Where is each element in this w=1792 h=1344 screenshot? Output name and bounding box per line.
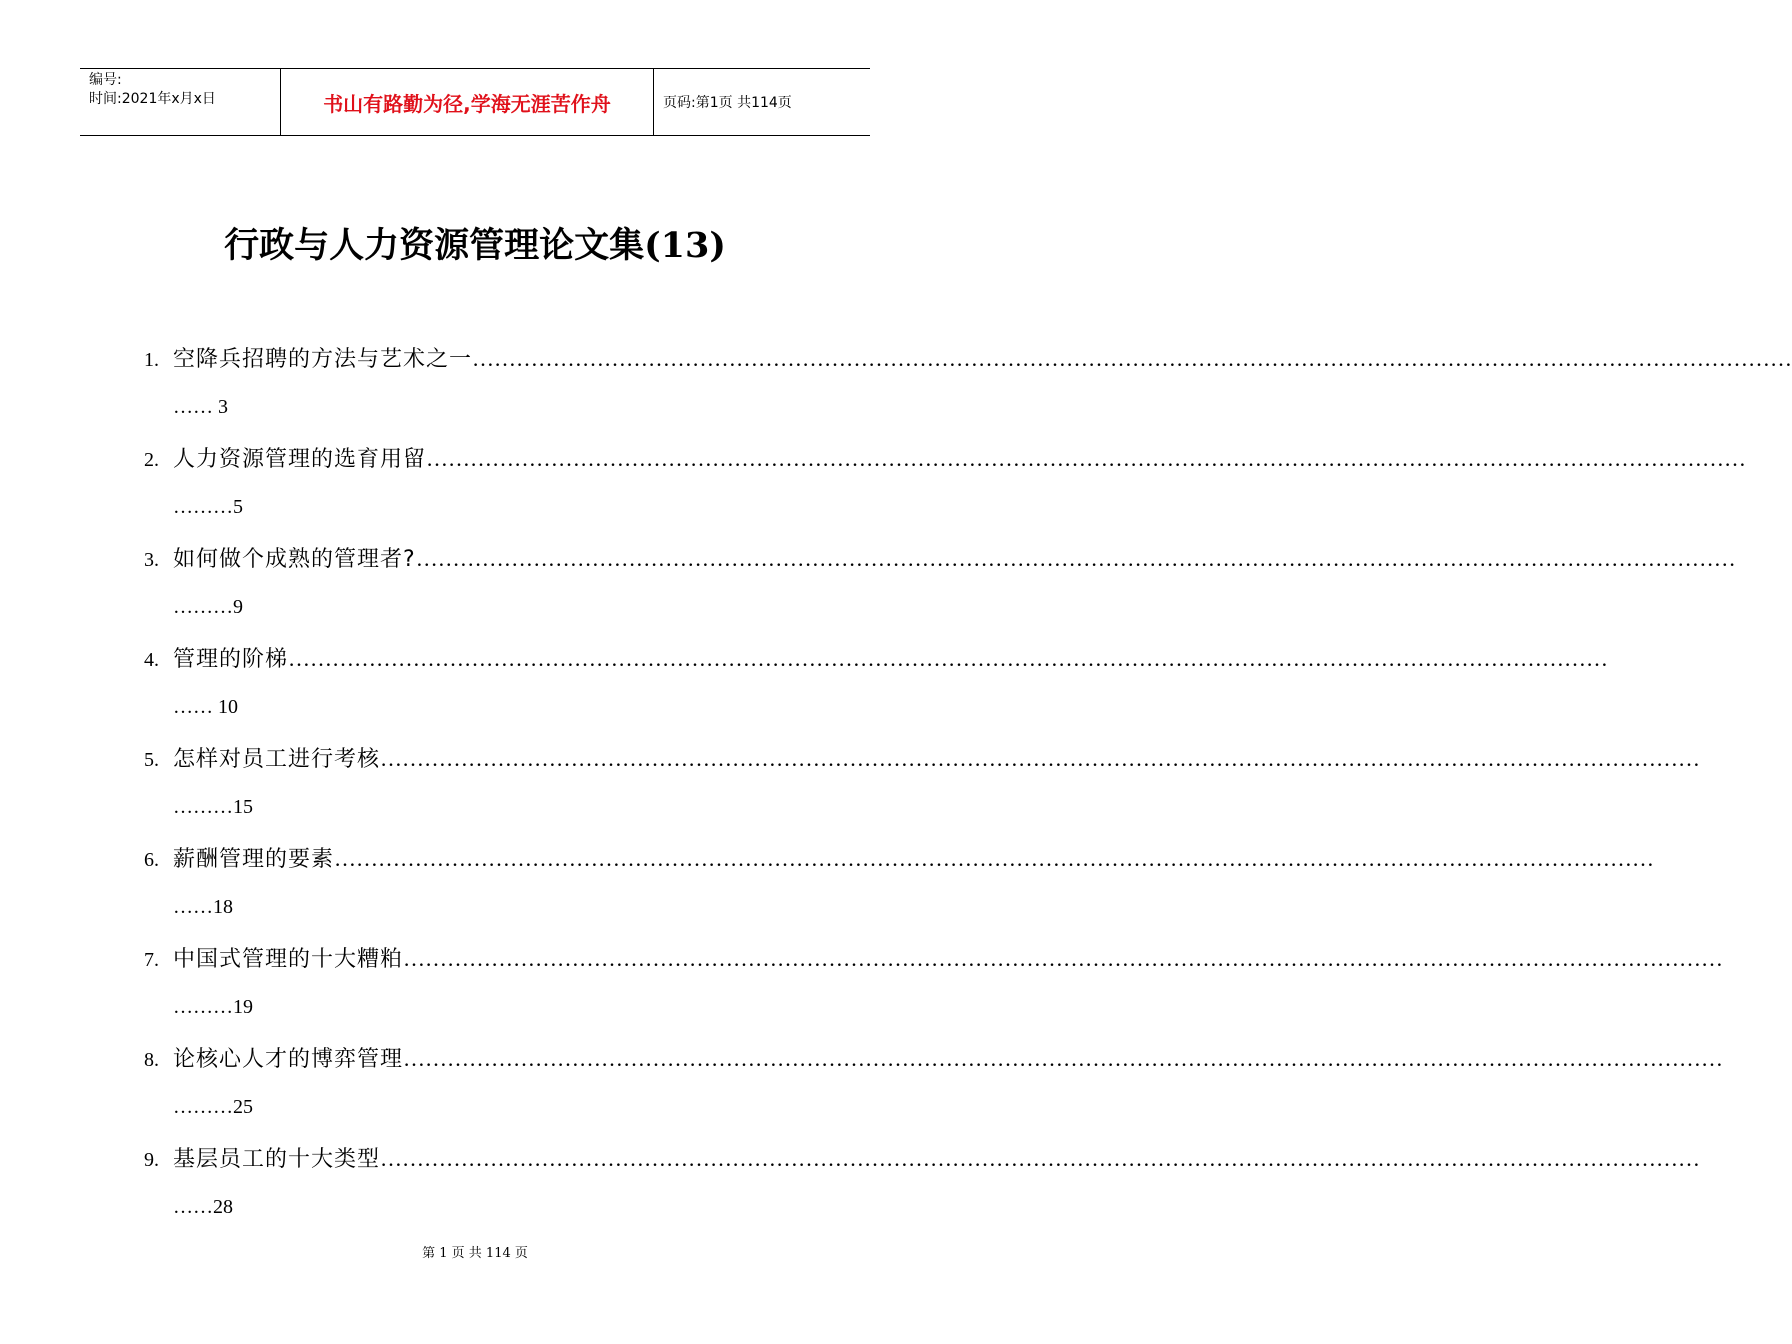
toc-entry-page: …… 3: [173, 396, 228, 418]
header-meta-cell: [80, 69, 281, 135]
toc-entry-page: ………15: [173, 796, 253, 818]
toc-entry-heading: [144, 740, 1701, 778]
toc-entry-title: 空降兵招聘的方法与艺术之一: [173, 347, 473, 372]
toc-leader-dots: ………………………………………………………………………………………………………………………………………………………………: [288, 646, 1609, 671]
document-title: 行政与人力资源管理论文集(13): [224, 225, 726, 266]
toc-entry-page: ………5: [173, 496, 243, 518]
toc-entry-number: 1.: [144, 349, 159, 371]
toc-entry-title: 基层员工的十大类型: [173, 1147, 381, 1172]
document-number-label: 编号:: [89, 72, 122, 88]
toc-entry-heading: [144, 340, 1792, 378]
toc-entry-number: 3.: [144, 549, 159, 571]
toc-entry-number: 2.: [144, 449, 159, 471]
header-motto: 书山有路勤为径,学海无涯苦作舟: [323, 92, 611, 116]
toc-entry-number: 7.: [144, 949, 159, 971]
toc-entry-heading: [144, 640, 1609, 678]
toc-entry-title: 怎样对员工进行考核: [173, 747, 381, 772]
table-of-contents: [144, 340, 1792, 1240]
toc-entry-number: 9.: [144, 1149, 159, 1171]
toc-entry-heading: [144, 840, 1655, 878]
toc-entry[interactable]: [144, 440, 1747, 540]
toc-entry-heading: [144, 940, 1724, 978]
header-page-cell: [654, 69, 870, 135]
header-motto-cell: [281, 69, 654, 135]
toc-entry-page: …… 10: [173, 696, 238, 718]
toc-entry[interactable]: [144, 340, 1792, 440]
toc-leader-dots: ………………………………………………………………………………………………………………………………………………………………: [403, 1046, 1724, 1071]
header-page-info: 页码:第1页 共114页: [663, 95, 792, 111]
toc-entry-page: ……28: [173, 1196, 233, 1218]
toc-entry-title: 人力资源管理的选育用留: [173, 447, 427, 472]
document-date-label: 时间:2021年x月x日: [89, 91, 216, 107]
toc-entry-page: ………25: [173, 1096, 253, 1118]
toc-leader-dots: ………………………………………………………………………………………………………………………………………………………………: [415, 546, 1736, 571]
toc-leader-dots: ………………………………………………………………………………………………………………………………………………………………: [472, 346, 1792, 371]
toc-entry-title: 中国式管理的十大糟粕: [173, 947, 404, 972]
toc-entry[interactable]: [144, 1040, 1724, 1140]
toc-entry-heading: [144, 1140, 1701, 1178]
page-footer: 第 1 页 共 114 页: [422, 1246, 528, 1261]
toc-entry[interactable]: [144, 840, 1655, 940]
toc-entry-number: 5.: [144, 749, 159, 771]
toc-entry[interactable]: [144, 1140, 1701, 1240]
toc-leader-dots: ………………………………………………………………………………………………………………………………………………………………: [380, 746, 1701, 771]
toc-entry[interactable]: [144, 940, 1724, 1040]
toc-entry-title: 薪酬管理的要素: [173, 847, 335, 872]
toc-entry-number: 6.: [144, 849, 159, 871]
toc-entry-title: 如何做个成熟的管理者?: [173, 547, 416, 572]
toc-entry-title: 论核心人才的博弈管理: [173, 1047, 404, 1072]
toc-entry[interactable]: [144, 540, 1736, 640]
toc-entry-number: 8.: [144, 1049, 159, 1071]
toc-entry-number: 4.: [144, 649, 159, 671]
toc-leader-dots: ………………………………………………………………………………………………………………………………………………………………: [334, 846, 1655, 871]
toc-entry[interactable]: [144, 640, 1609, 740]
toc-leader-dots: ………………………………………………………………………………………………………………………………………………………………: [403, 946, 1724, 971]
toc-leader-dots: ………………………………………………………………………………………………………………………………………………………………: [426, 446, 1747, 471]
toc-entry-page: ………9: [173, 596, 243, 618]
toc-leader-dots: ………………………………………………………………………………………………………………………………………………………………: [380, 1146, 1701, 1171]
toc-entry-heading: [144, 540, 1736, 578]
page-header: [80, 68, 870, 136]
toc-entry-heading: [144, 1040, 1724, 1078]
toc-entry-heading: [144, 440, 1747, 478]
toc-entry-page: ……18: [173, 896, 233, 918]
toc-entry[interactable]: [144, 740, 1701, 840]
toc-entry-title: 管理的阶梯: [173, 647, 289, 672]
toc-entry-page: ………19: [173, 996, 253, 1018]
